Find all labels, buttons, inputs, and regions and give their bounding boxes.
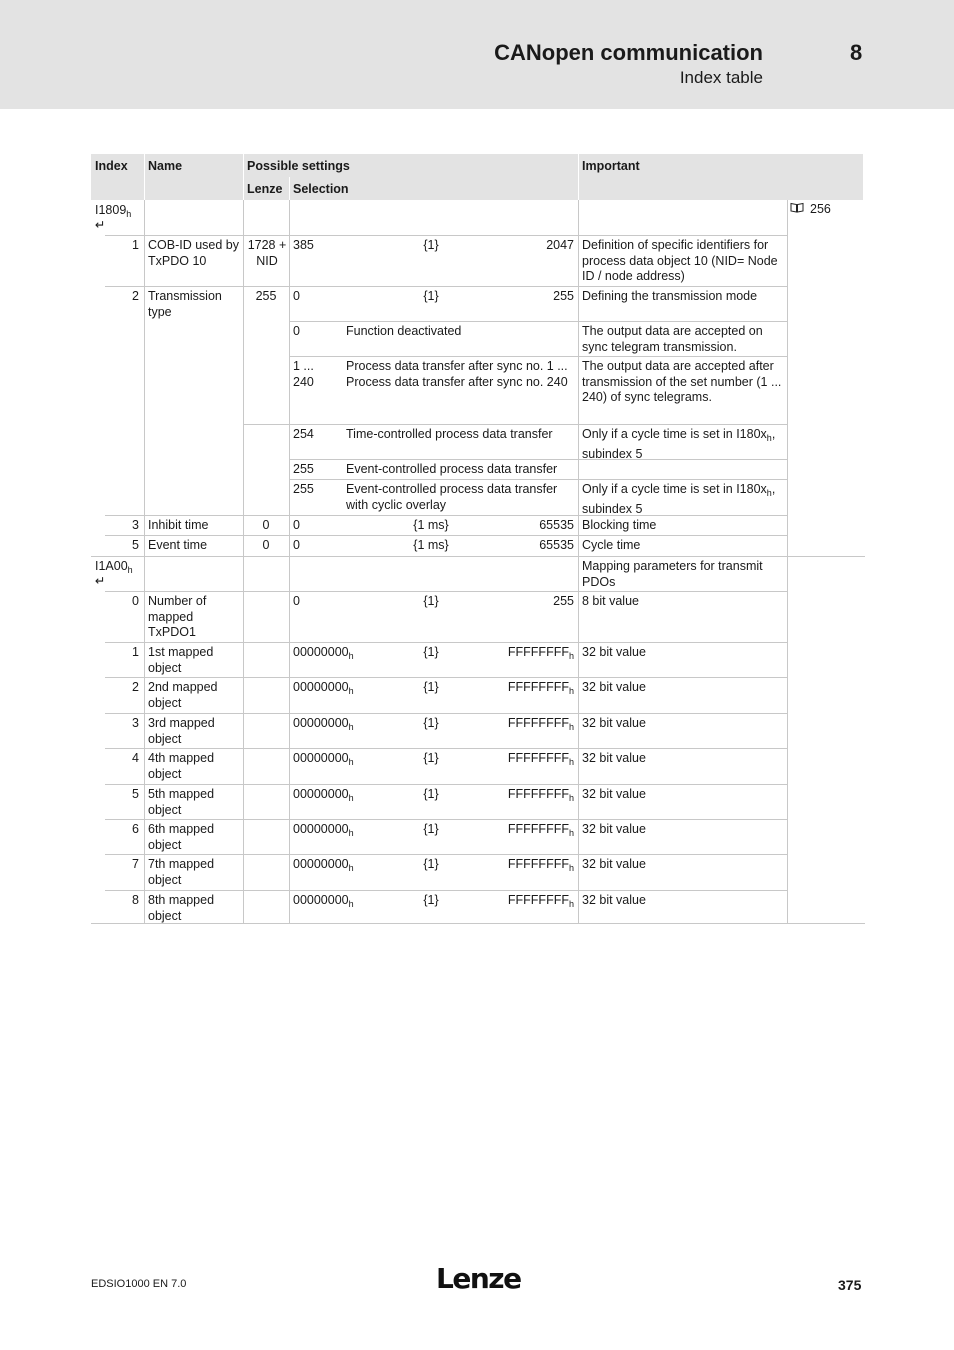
lenze-default: 1728 + NID	[247, 238, 287, 268]
option-value: 1 ... 240	[293, 359, 314, 389]
range-min: 0	[293, 289, 300, 303]
param-name: 4th mapped object	[148, 751, 215, 781]
subindex: 5	[132, 787, 139, 801]
subindex: 2	[132, 680, 139, 694]
range-max: 255	[553, 594, 574, 608]
lenze-default: 0	[262, 518, 270, 532]
header-divider	[578, 154, 579, 200]
lenze-logo: Lenze	[436, 1262, 521, 1295]
param-name: COB-ID used by TxPDO 10	[148, 238, 240, 268]
range-min: $00000000_h$	[293, 716, 354, 732]
range-max: $FFFFFFFF_h$	[507, 822, 574, 838]
header-lenze: Lenze	[247, 182, 283, 196]
book-icon	[790, 202, 804, 213]
param-name: 7th mapped object	[148, 857, 215, 887]
subindex: 2	[132, 289, 139, 303]
range-min: 385	[293, 238, 314, 252]
important-text: Only if a cycle time is set in $I180x_h$, subindex 5	[582, 427, 776, 461]
important-text: Only if a cycle time is set in $I180x_h$, subindex 5	[582, 482, 776, 516]
range-min: 0	[293, 538, 300, 552]
row-divider	[243, 424, 787, 425]
document-id: EDSIO1000 EN 7.0	[91, 1278, 187, 1290]
option-desc: Time-controlled process data transfer	[346, 427, 553, 441]
param-name: Inhibit time	[148, 518, 209, 532]
header-divider	[289, 177, 290, 200]
page-number: 375	[838, 1277, 862, 1293]
row-divider	[91, 556, 865, 557]
table-header-band	[91, 154, 863, 200]
row-divider	[105, 677, 787, 678]
column-divider	[787, 200, 788, 923]
option-value: 255	[293, 462, 314, 476]
range-step: {1}	[423, 645, 439, 659]
range-step: {1}	[423, 680, 439, 694]
param-name: Event time	[148, 538, 208, 552]
header-index: Index	[95, 159, 128, 173]
row-divider	[105, 286, 787, 287]
header-important: Important	[582, 159, 640, 173]
option-desc: Function deactivated	[346, 324, 462, 338]
range-step: {1}	[423, 238, 439, 252]
row-divider	[105, 591, 787, 592]
range-step: {1}	[423, 822, 439, 836]
column-divider	[578, 200, 579, 923]
range-max: 255	[553, 289, 574, 303]
row-divider	[105, 713, 787, 714]
range-min: 0	[293, 518, 300, 532]
row-divider	[105, 784, 787, 785]
range-step: {1}	[423, 787, 439, 801]
header-band	[0, 0, 954, 109]
range-min: $00000000_h$	[293, 822, 354, 838]
important-text: The output data are accepted after transmission of the set number (1 ... 240) of sync telegrams.	[582, 359, 782, 404]
subindex: 4	[132, 751, 139, 765]
header-name: Name	[148, 159, 183, 173]
range-max: $FFFFFFFF_h$	[507, 857, 574, 873]
range-min: $00000000_h$	[293, 857, 354, 873]
subindex: 0	[132, 594, 139, 608]
option-desc: Process data transfer after sync no. 1 ... Process data transfer after sync no. 240	[346, 359, 568, 389]
lenze-default: 0	[262, 538, 270, 552]
header-possible-settings: Possible settings	[247, 159, 350, 173]
range-min: $00000000_h$	[293, 680, 354, 696]
range-max: 65535	[539, 538, 574, 552]
range-step: {1}	[423, 594, 439, 608]
range-max: $FFFFFFFF_h$	[507, 893, 574, 909]
subindex: 1	[132, 238, 139, 252]
chapter-title: CANopen communication	[494, 40, 763, 65]
row-divider	[105, 819, 787, 820]
important-text: 32 bit value	[582, 893, 646, 907]
column-divider	[144, 200, 145, 923]
important-text: 32 bit value	[582, 716, 646, 730]
range-min: $00000000_h$	[293, 787, 354, 803]
range-step: {1}	[423, 716, 439, 730]
range-max: $FFFFFFFF_h$	[507, 645, 574, 661]
range-min: $00000000_h$	[293, 645, 354, 661]
range-step: {1 ms}	[413, 538, 449, 552]
subindex: 6	[132, 822, 139, 836]
column-divider	[243, 200, 244, 923]
important-text: Blocking time	[582, 518, 657, 532]
subindex: 7	[132, 857, 139, 871]
important-text: 32 bit value	[582, 645, 646, 659]
range-step: {1}	[423, 857, 439, 871]
range-step: {1}	[423, 893, 439, 907]
row-divider	[105, 235, 787, 236]
option-value: 255	[293, 482, 314, 496]
range-step: {1 ms}	[413, 518, 449, 532]
header-divider	[144, 154, 145, 200]
option-value: 0	[293, 324, 300, 338]
range-step: {1}	[423, 289, 439, 303]
subindex: 8	[132, 893, 139, 907]
return-symbol: ↵	[95, 574, 106, 588]
important-text: The output data are accepted on sync telegram transmission.	[582, 324, 763, 354]
column-divider	[289, 200, 290, 923]
range-min: $00000000_h$	[293, 893, 354, 909]
important-text: 32 bit value	[582, 680, 646, 694]
param-name: 1st mapped object	[148, 645, 214, 675]
row-divider	[105, 748, 787, 749]
important-text: Cycle time	[582, 538, 641, 552]
chapter-number: 8	[850, 40, 863, 65]
row-divider	[289, 356, 787, 357]
important-text: Definition of specific identifiers for process data object 10 (NID= Node ID / node address)	[582, 238, 778, 283]
param-name: 8th mapped object	[148, 893, 215, 923]
range-max: 2047	[546, 238, 574, 252]
subindex: 1	[132, 645, 139, 659]
row-divider	[105, 642, 787, 643]
important-text: 32 bit value	[582, 822, 646, 836]
index-i1a00: $I1A00_h$	[95, 559, 133, 575]
row-divider	[105, 890, 787, 891]
param-name: 3rd mapped object	[148, 716, 215, 746]
range-max: $FFFFFFFF_h$	[507, 787, 574, 803]
important-text: 32 bit value	[582, 787, 646, 801]
range-max: $FFFFFFFF_h$	[507, 751, 574, 767]
important-text: Defining the transmission mode	[582, 289, 758, 303]
range-step: {1}	[423, 751, 439, 765]
param-name: Transmission type	[148, 289, 222, 319]
chapter-subtitle: Index table	[679, 68, 763, 87]
subindex: 3	[132, 716, 139, 730]
important-text: 32 bit value	[582, 751, 646, 765]
row-divider	[289, 479, 787, 480]
subindex: 3	[132, 518, 139, 532]
range-max: $FFFFFFFF_h$	[507, 680, 574, 696]
row-divider	[105, 854, 787, 855]
range-max: $FFFFFFFF_h$	[507, 716, 574, 732]
header-selection: Selection	[293, 182, 349, 196]
header-divider	[243, 154, 244, 200]
page-reference[interactable]: 256	[790, 202, 831, 218]
row-divider	[105, 535, 787, 536]
option-desc: Event-controlled process data transfer	[346, 462, 558, 476]
row-divider	[289, 321, 787, 322]
range-min: 0	[293, 594, 300, 608]
important-text: 32 bit value	[582, 857, 646, 871]
option-value: 254	[293, 427, 314, 441]
lenze-default: 255	[255, 289, 277, 303]
important-text: Mapping parameters for transmit PDOs	[582, 559, 763, 589]
subindex: 5	[132, 538, 139, 552]
return-symbol: ↵	[95, 218, 106, 232]
option-desc: Event-controlled process data transfer with cyclic overlay	[346, 482, 558, 512]
range-max: 65535	[539, 518, 574, 532]
param-name: 6th mapped object	[148, 822, 215, 852]
param-name: 5th mapped object	[148, 787, 215, 817]
param-name: 2nd mapped object	[148, 680, 218, 710]
range-min: $00000000_h$	[293, 751, 354, 767]
param-name: Number of mapped TxPDO1	[148, 594, 207, 639]
index-i1809: $I1809_h$	[95, 203, 132, 219]
important-text: 8 bit value	[582, 594, 639, 608]
